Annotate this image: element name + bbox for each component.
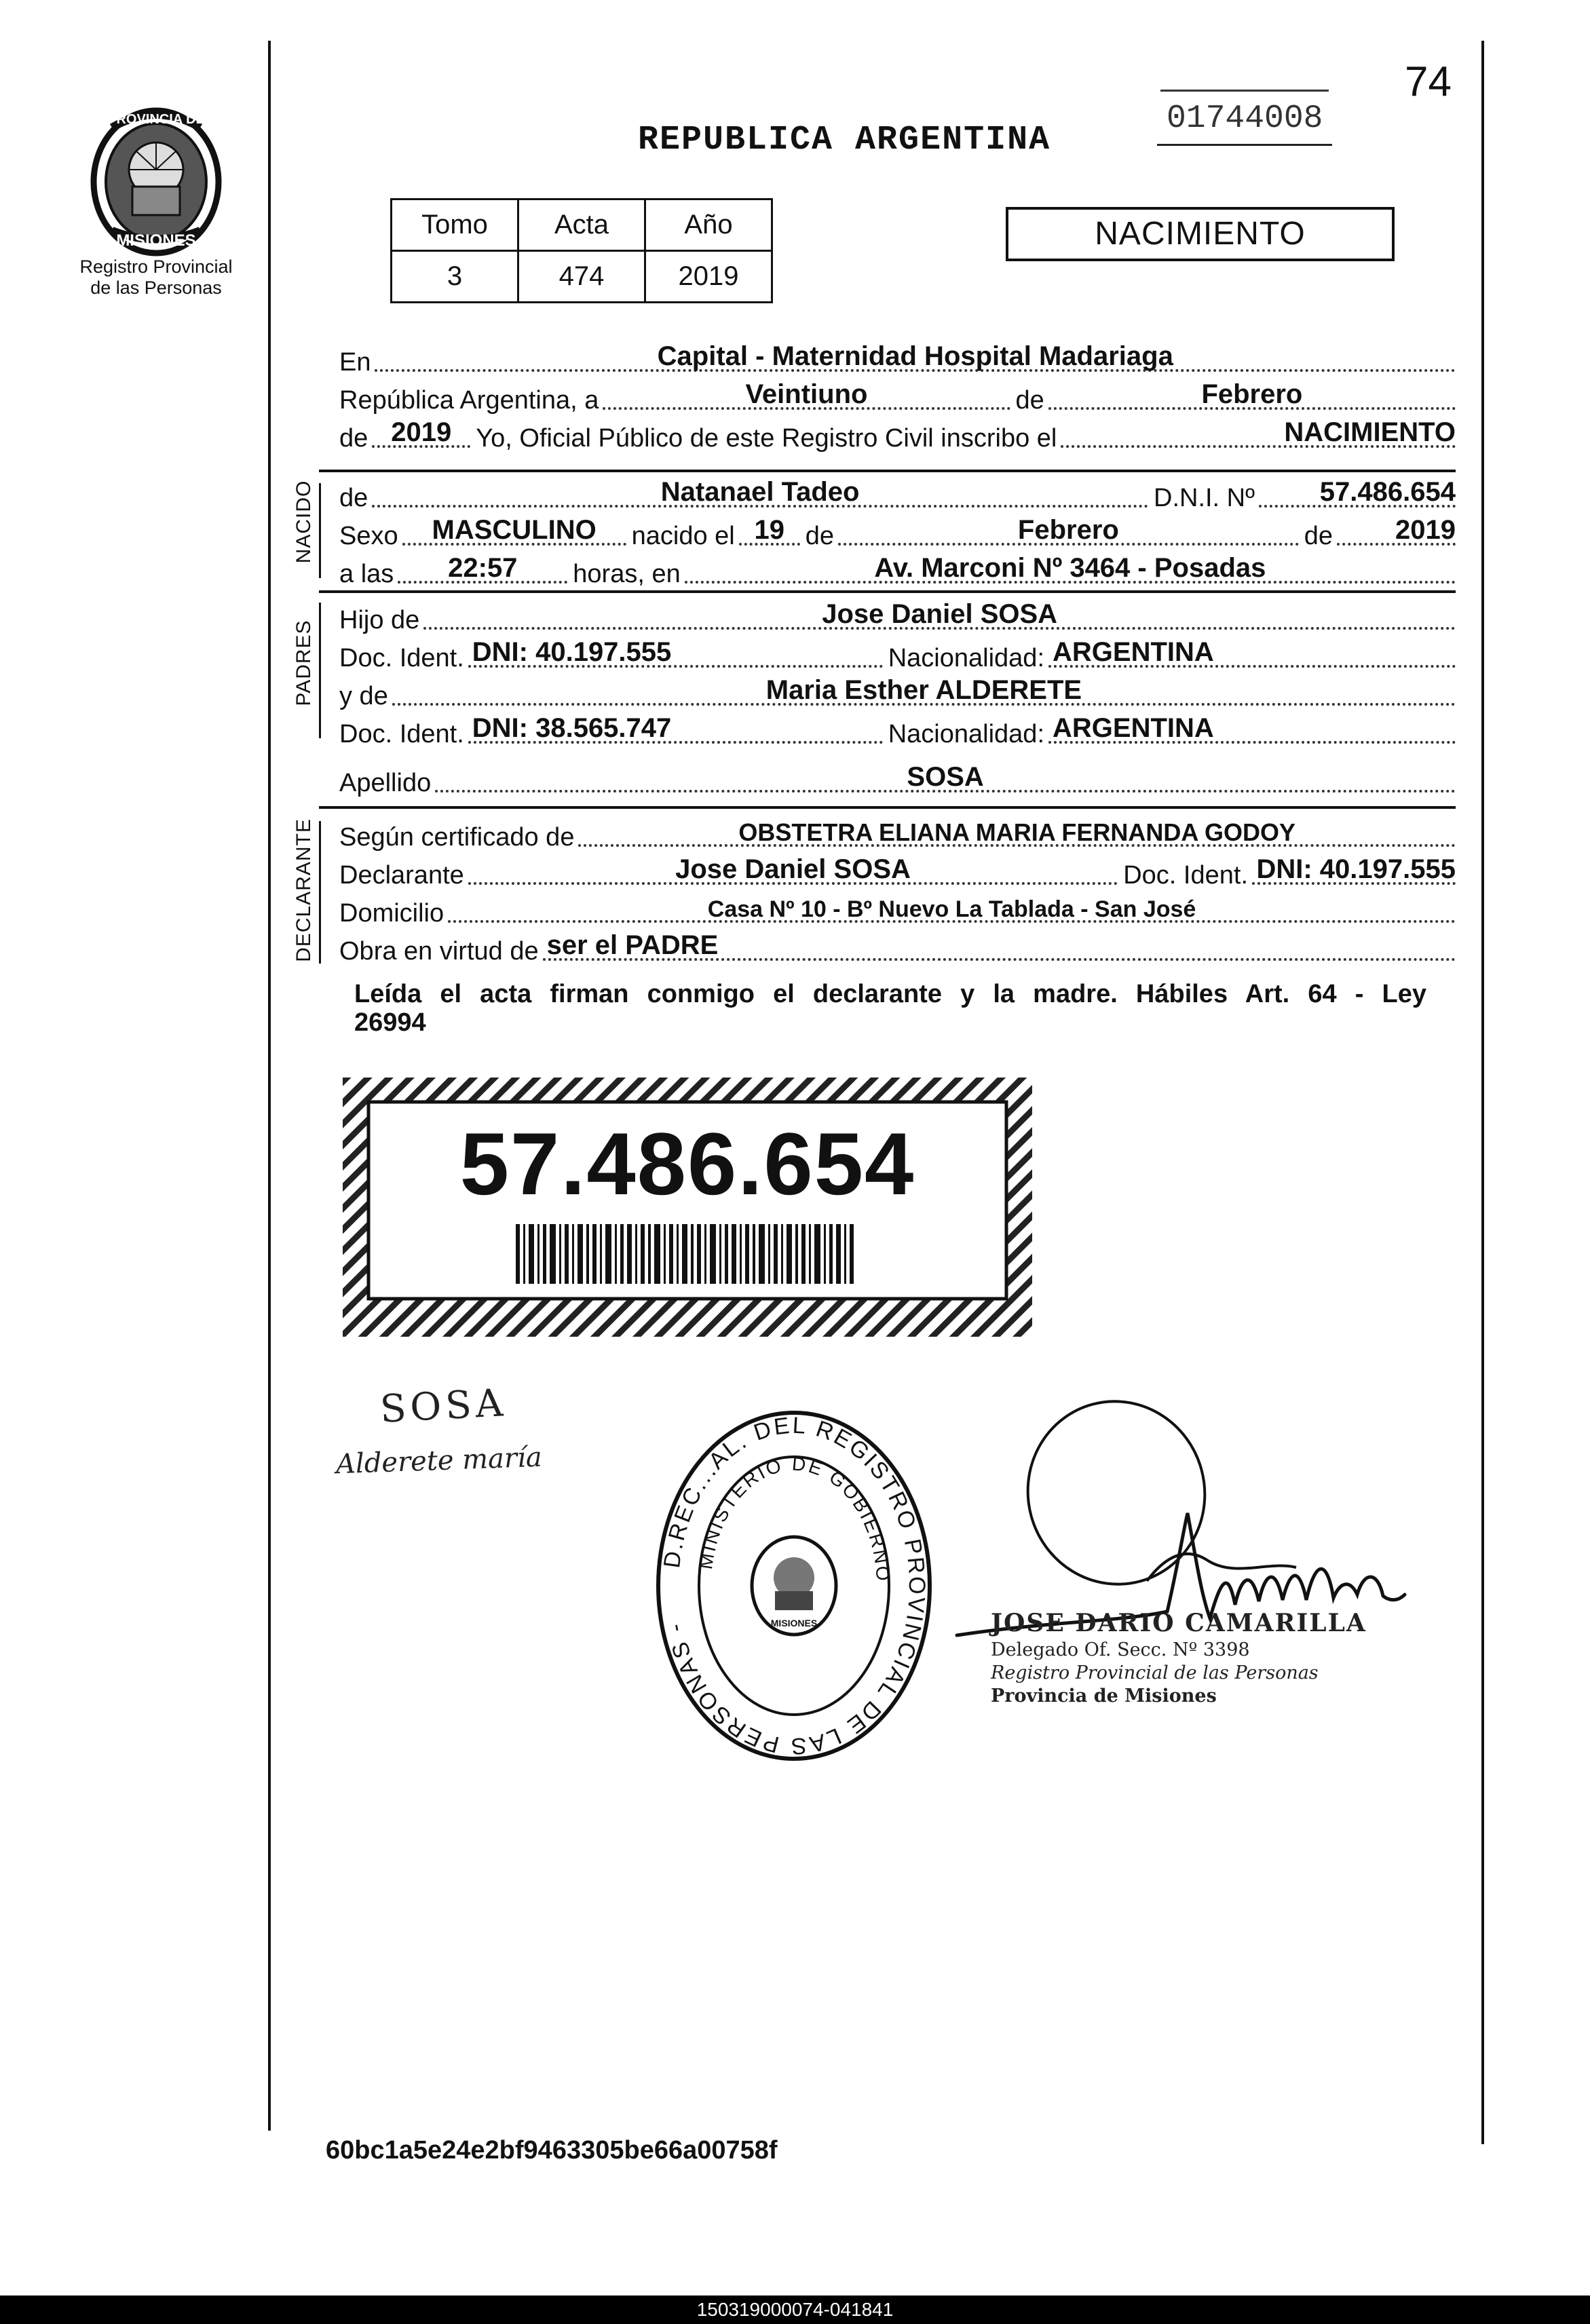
nacido-section-label: NACIDO — [292, 480, 315, 564]
stamp-center-text: MISIONES — [770, 1618, 818, 1628]
stamp-inner-text: MINISTERIO DE GOBIERNO — [695, 1453, 894, 1584]
day-words-value: Veintiuno — [745, 379, 868, 409]
record-table-header: Tomo — [392, 199, 518, 251]
domicilio-value: Casa Nº 10 - Bº Nuevo La Tablada - San José — [707, 896, 1196, 922]
birth-time: 22:57 — [448, 553, 518, 583]
father-doc: DNI: 40.197.555 — [472, 637, 672, 667]
legal-text-line1: Leída el acta firman conmigo el declarante y la madre. Hábiles Art. 64 - Ley — [354, 980, 1426, 1008]
official-title: Delegado Of. Secc. Nº 3398 — [991, 1639, 1250, 1660]
record-type-box: NACIMIENTO — [1006, 207, 1395, 261]
father-name-field — [423, 592, 1456, 630]
declarante-doc-label: Doc. Ident. — [1123, 861, 1248, 890]
birth-address: Av. Marconi Nº 3464 - Posadas — [874, 553, 1266, 583]
birth-year-field — [1337, 508, 1456, 546]
barcode — [516, 1224, 854, 1284]
mother-doc-field — [468, 706, 883, 744]
segun-label: Según certificado de — [339, 823, 575, 852]
record-table-cell: 3 — [392, 251, 518, 303]
record-table-value-row — [392, 251, 772, 303]
birth-day-field — [739, 508, 800, 546]
doc-ident-label: Doc. Ident. — [339, 644, 464, 672]
de-prefix-label: de — [339, 424, 368, 453]
child-dni: 57.486.654 — [1319, 477, 1456, 507]
serial-number: 01744008 — [1157, 100, 1332, 146]
certificado-field — [578, 809, 1456, 847]
de-label-3: de — [1304, 522, 1333, 550]
birth-month-field — [838, 508, 1299, 546]
inscribo-field — [1061, 410, 1456, 448]
obra-label: Obra en virtud de — [339, 937, 539, 966]
mother-nationality: ARGENTINA — [1053, 713, 1214, 743]
domicilio-label: Domicilio — [339, 899, 444, 928]
year-value: 2019 — [391, 417, 452, 447]
official-province: Provincia de Misiones — [991, 1685, 1217, 1707]
obra-row — [339, 928, 1456, 966]
official-registry-stamp — [651, 1408, 936, 1764]
footer-code-bar: 150319000074-041841 — [0, 2296, 1590, 2324]
month-value: Febrero — [1201, 379, 1303, 409]
sexo-label: Sexo — [339, 522, 398, 550]
mother-name: Maria Esther ALDERETE — [765, 675, 1082, 705]
mother-name-field — [392, 668, 1456, 706]
declarante-name-field — [468, 847, 1118, 885]
place-field — [375, 334, 1456, 372]
official-signature-block — [991, 1608, 1367, 1707]
country-title: REPUBLICA ARGENTINA — [638, 121, 1051, 159]
year-field — [372, 410, 470, 448]
document-hash: 60bc1a5e24e2bf9463305be66a00758f — [326, 2136, 778, 2165]
legal-text-line2: 26994 — [354, 1008, 426, 1037]
dni-seal-number: 57.486.654 — [459, 1114, 915, 1213]
handwritten-mother-name: Alderete maría — [335, 1441, 543, 1481]
official-name: JOSE DARIO CAMARILLA — [991, 1609, 1367, 1637]
en-label: En — [339, 348, 371, 377]
birth-day: 19 — [754, 515, 784, 545]
de-label: de — [1015, 386, 1044, 415]
apellido-value: SOSA — [907, 762, 984, 792]
declarante-bracket — [319, 821, 321, 964]
nacido-el-label: nacido el — [631, 522, 735, 550]
month-field — [1048, 372, 1456, 410]
record-table-header: Acta — [518, 199, 645, 251]
handwritten-surname: SOSA — [379, 1381, 508, 1432]
certificado-value: OBSTETRA ELIANA MARIA FERNANDA GODOY — [738, 818, 1296, 846]
province-emblem-logo — [85, 102, 227, 258]
domicilio-field — [448, 885, 1456, 923]
father-nationality: ARGENTINA — [1053, 637, 1214, 667]
registry-caption-line2: de las Personas — [90, 278, 222, 299]
father-nationality-field — [1048, 630, 1456, 668]
record-table-header-row — [392, 199, 772, 251]
registry-caption — [64, 256, 248, 299]
time-place-row — [339, 551, 1456, 589]
dni-label: D.N.I. Nº — [1154, 484, 1255, 512]
official-org: Registro Provincial de las Personas — [991, 1662, 1319, 1683]
de-name-label: de — [339, 484, 368, 512]
obra-value: ser el PADRE — [546, 930, 719, 960]
apellido-label: Apellido — [339, 769, 432, 797]
republica-label: República Argentina, a — [339, 386, 599, 415]
padres-bracket — [319, 603, 321, 738]
hijo-de-label: Hijo de — [339, 606, 420, 634]
left-margin-line — [268, 41, 271, 2131]
birth-year: 2019 — [1395, 515, 1456, 545]
birth-month: Febrero — [1017, 515, 1119, 545]
obra-field — [543, 923, 1456, 961]
horas-label: horas, en — [573, 560, 681, 588]
declarante-name: Jose Daniel SOSA — [675, 854, 911, 884]
declarante-section-label: DECLARANTE — [292, 818, 315, 962]
declarante-doc: DNI: 40.197.555 — [1256, 854, 1456, 884]
record-table-header: Año — [645, 199, 772, 251]
logo-text-top: PROVINCIA DE — [107, 112, 205, 127]
record-table-cell: 2019 — [645, 251, 772, 303]
de-label-2: de — [805, 522, 835, 550]
doc-ident-label: Doc. Ident. — [339, 720, 464, 748]
mother-doc-row — [339, 711, 1456, 749]
day-words-field — [603, 372, 1010, 410]
place-value: Capital - Maternidad Hospital Madariaga — [657, 341, 1173, 371]
sexo-field — [402, 508, 626, 546]
nacionalidad-label: Nacionalidad: — [888, 644, 1044, 672]
apellido-row — [339, 760, 1456, 798]
nacionalidad-label: Nacionalidad: — [888, 720, 1044, 748]
nacido-bracket — [319, 483, 321, 578]
name-field — [372, 470, 1148, 508]
father-name: Jose Daniel SOSA — [822, 599, 1058, 629]
record-table — [390, 198, 773, 303]
inscribo-label: Yo, Oficial Público de este Registro Civil inscribo el — [476, 424, 1057, 453]
right-margin-line — [1481, 41, 1484, 2144]
logo-text-bottom: MISIONES — [116, 231, 196, 250]
inscribo-value: NACIMIENTO — [1284, 417, 1456, 447]
mother-nationality-field — [1048, 706, 1456, 744]
record-table-cell: 474 — [518, 251, 645, 303]
dni-field — [1259, 470, 1456, 508]
apellido-field — [435, 755, 1456, 793]
declarante-label: Declarante — [339, 861, 464, 890]
time-field — [398, 546, 567, 584]
page-number: 74 — [1405, 58, 1452, 105]
birth-address-field — [685, 546, 1456, 584]
y-de-label: y de — [339, 682, 388, 710]
child-name: Natanael Tadeo — [660, 477, 860, 507]
mother-doc: DNI: 38.565.747 — [472, 713, 672, 743]
stamp-outer-text: D.REC...AL. DEL REGISTRO PROVINCIAL DE LAS PERSONAS - — [658, 1412, 930, 1759]
father-doc-field — [468, 630, 883, 668]
declarante-doc-field — [1252, 847, 1456, 885]
a-las-label: a las — [339, 560, 394, 588]
inscribe-row — [339, 415, 1456, 453]
padres-section-label: PADRES — [292, 620, 315, 706]
registry-caption-line1: Registro Provincial — [79, 256, 233, 277]
sexo-value: MASCULINO — [432, 515, 597, 545]
